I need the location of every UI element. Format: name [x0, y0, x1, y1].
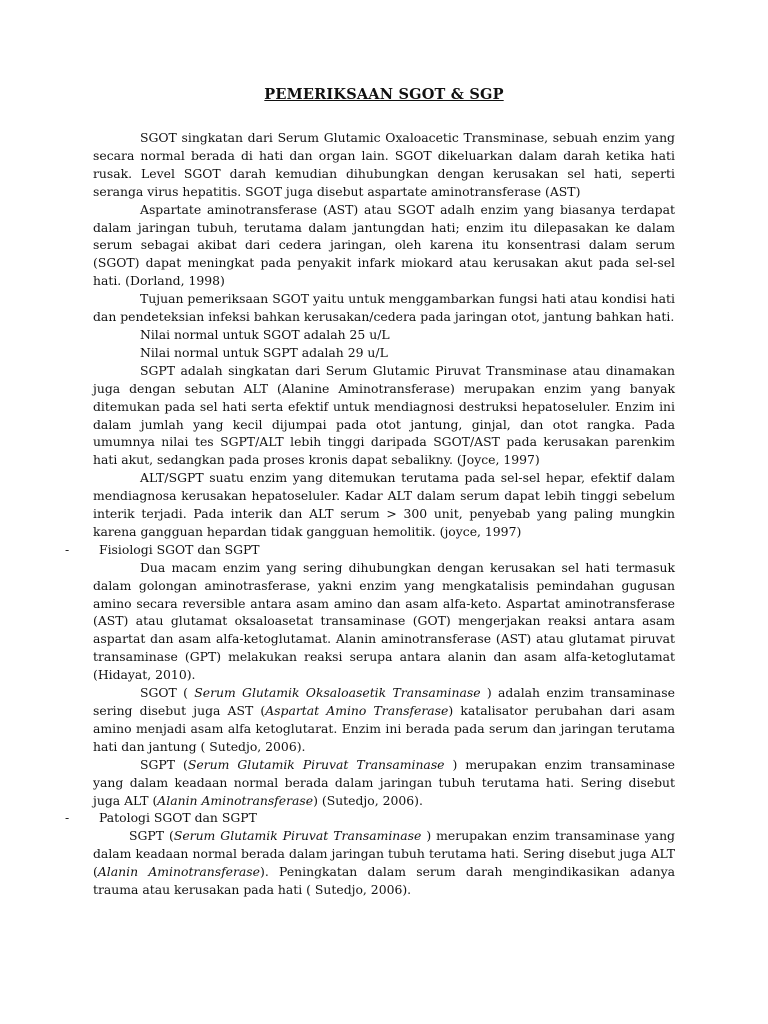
italic-term: Serum Glutamik Piruvat Transaminase [173, 828, 422, 844]
normal-value-sgot: Nilai normal untuk SGOT adalah 25 u/L [140, 326, 390, 342]
heading-patologi-text: Patologi SGOT dan SGPT [99, 810, 257, 826]
bullet-dash: - [65, 810, 70, 826]
paragraph-sgot-purpose: Tujuan pemeriksaan SGOT yaitu untuk menggambarkan fungsi hati atau kondisi hati dan pendeteksian infeksi bahkan kerusakan/cedera pada jaringan otot, jantung bahkan hati. [93, 291, 675, 325]
page-title: PEMERIKSAAN SGOT & SGP [264, 86, 504, 103]
text-run: ) adalah enzim transaminase sering disebut juga AST ( [93, 685, 675, 718]
italic-term: Serum Glutamik Oksaloasetik Transaminase [194, 685, 481, 701]
text-run: ) katalisator perubahan dari asam amino menjadi asam alfa ketoglutarat. Enzim ini berada pada serum dan jaringan terutama hati dan jantung ( Sutedjo, 2006). [93, 703, 675, 754]
heading-fisiologi-text: Fisiologi SGOT dan SGPT [99, 541, 260, 557]
section-heading-fisiologi [65, 541, 675, 559]
normal-value-sgpt: Nilai normal untuk SGPT adalah 29 u/L [140, 344, 388, 360]
paragraph-alt-sgpt: ALT/SGPT suatu enzim yang ditemukan terutama pada sel-sel hepar, efektif dalam mendiagnosa kerusakan hepatoseluler. Kadar ALT dalam serum dapat lebih tinggi sebelum interik terjadi. Pada interik dan ALT serum > 300 unit, penyebab yang paling mungkin karena gangguan hepardan tidak gangguan hemolitik. (joyce, 1997) [93, 470, 675, 539]
text-run: ) (Sutedjo, 2006). [313, 792, 423, 808]
paragraph-aminotransferase: Dua macam enzim yang sering dihubungkan dengan kerusakan sel hati termasuk dalam golongan aminotrasferase, yakni enzim yang mengkatalisis pemindahan gugusan amino secara reversible antara asam amino dan asam alfa-keto. Aspartat aminotransferase (AST) atau glutamat oksaloasetat transaminase (GOT) mengerjakan reaksi antara asam aspartat dan asam alfa-ketoglutamat. Alanin aminotransferase (AST) atau glutamat piruvat transaminase (GPT) melakukan reaksi serupa antara alanin dan asam alfa-ketoglutamat (Hidayat, 2010). [93, 559, 675, 683]
paragraph-sgpt-patologi [93, 827, 675, 899]
text-run: ). Peningkatan dalam serum darah mengindikasikan adanya trauma atau kerusakan pada hati ( Sutedjo, 2006). [93, 864, 676, 898]
paragraph-ast-description: Aspartate aminotransferase (AST) atau SGOT adalh enzim yang biasanya terdapat dalam jaringan tubuh, terutama dalam jantungdan hati; enzim itu dilepasakan ke dalam serum sebagai akibat dari cedera jaringan, oleh karena itu konsentrasi dalam serum (SGOT) dapat meningkat pada penyakit infark miokard atau kerusakan akut pada sel-sel hati. (Dorland, 1998) [93, 201, 675, 289]
paragraph-sgot-definition: SGOT singkatan dari Serum Glutamic Oxaloacetic Transminase, sebuah enzim yang secara normal berada di hati dan organ lain. SGOT dikeluarkan dalam darah ketika hati rusak. Level SGOT darah kemudian dihubungkan dengan kerusakan sel hati, seperti seranga virus hepatitis. SGOT juga disebut aspartate aminotransferase (AST) [93, 130, 675, 199]
paragraph-sgpt-transaminase [93, 756, 675, 810]
italic-term: Alanin Aminotransferase [157, 792, 314, 808]
text-run: SGOT ( [140, 685, 195, 701]
text-run: SGPT ( [129, 828, 174, 844]
paragraph-sgpt-definition: SGPT adalah singkatan dari Serum Glutamic Piruvat Transminase atau dinamakan juga dengan sebutan ALT (Alanine Aminotransferase) merupakan enzim yang banyak ditemukan pada sel hati serta efektif untuk mendiagnosi destruksi hepatoseluler. Enzim ini dalam jumlah yang kecil dijumpai pada otot jantung, ginjal, dan otot rangka. Pada umumnya nilai tes SGPT/ALT lebih tinggi daripada SGOT/AST pada kerusakan parenkim hati akut, sedangkan pada proses kronis dapat sebalikny. (Joyce, 1997) [93, 362, 675, 468]
bullet-dash: - [65, 541, 70, 557]
italic-term: Serum Glutamik Piruvat Transaminase [187, 756, 445, 772]
italic-term: Aspartat Amino Transferase [265, 703, 449, 718]
text-run: ) merupakan enzim transaminase yang dalam keadaan normal berada dalam jaringan tubuh terutama hati. Sering disebut juga ALT ( [93, 828, 675, 880]
paragraph-sgot-transaminase [93, 684, 675, 756]
text-run: ) merupakan enzim transaminase yang dalam keadaan normal berada dalam jaringan tubuh terutama hati. Sering disebut juga ALT ( [93, 756, 676, 808]
italic-term: Alanin Aminotransferase [97, 864, 260, 880]
section-heading-patologi [65, 809, 675, 827]
text-run: SGPT ( [140, 756, 188, 772]
